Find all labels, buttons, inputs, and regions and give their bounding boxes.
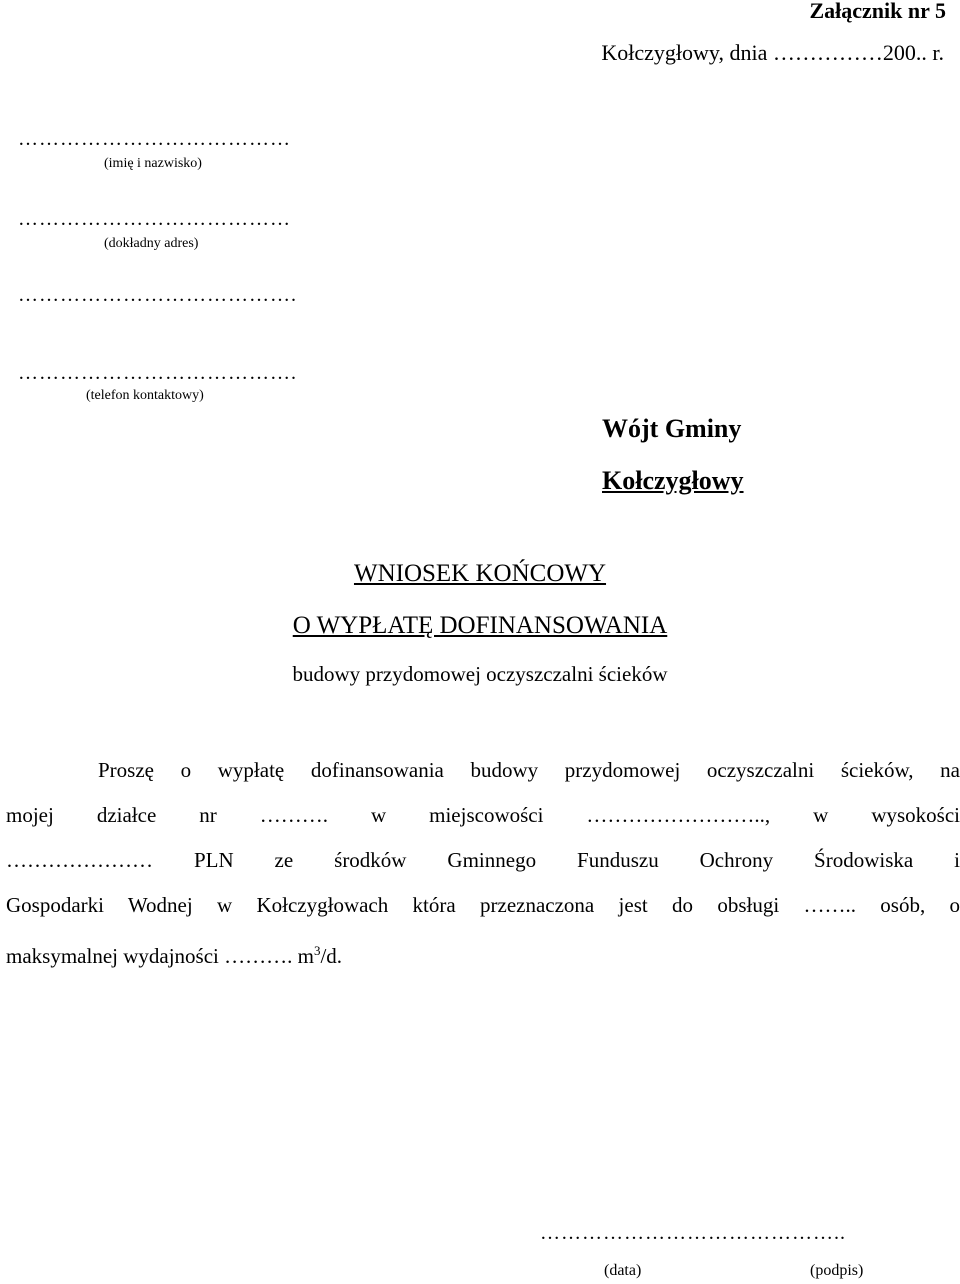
address-caption: (dokładny adres): [104, 236, 199, 251]
name-dotted-line: …………………………………: [18, 128, 291, 150]
paragraph-line: Gospodarki Wodnej w Kołczygłowach która przeznaczona jest do obsługi …….. osób, o: [6, 893, 960, 917]
recipient-title: Wójt Gminy: [602, 414, 742, 443]
document-subtitle: budowy przydomowej oczyszczalni ścieków: [292, 662, 668, 686]
date-caption: (data): [604, 1262, 642, 1279]
signature-dotted-line: ……………………………………..: [540, 1222, 846, 1244]
paragraph-line-last: [6, 928, 960, 973]
capacity-unit: /d.: [320, 944, 343, 968]
attachment-number: Załącznik nr 5: [809, 0, 946, 23]
phone-caption: (telefon kontaktowy): [86, 388, 204, 403]
name-caption: (imię i nazwisko): [104, 156, 202, 171]
paragraph-line: mojej działce nr ………. w miejscowości …………………….., w wysokości: [6, 803, 960, 827]
paragraph-line: Proszę o wypłatę dofinansowania budowy przydomowej oczyszczalni ścieków, na: [98, 758, 960, 782]
place-and-date: Kołczygłowy, dnia ……………200.. r.: [601, 40, 944, 65]
cubic-superscript: 3: [313, 943, 321, 958]
paragraph-line: ………………… PLN ze środków Gminnego Funduszu Ochrony Środowiska i: [6, 848, 960, 872]
signature-caption: (podpis): [810, 1262, 864, 1279]
document-title-line2: O WYPŁATĘ DOFINANSOWANIA: [292, 612, 668, 639]
document-title: WNIOSEK KOŃCOWY: [353, 560, 607, 587]
phone-dotted-line: ………………………………….: [18, 362, 297, 384]
capacity-text: maksymalnej wydajności ………. m: [6, 944, 314, 968]
address-dotted-line-2: ………………………………….: [18, 284, 297, 306]
recipient-municipality: Kołczygłowy: [602, 466, 744, 495]
address-dotted-line: …………………………………: [18, 208, 291, 230]
request-paragraph: [6, 748, 960, 973]
